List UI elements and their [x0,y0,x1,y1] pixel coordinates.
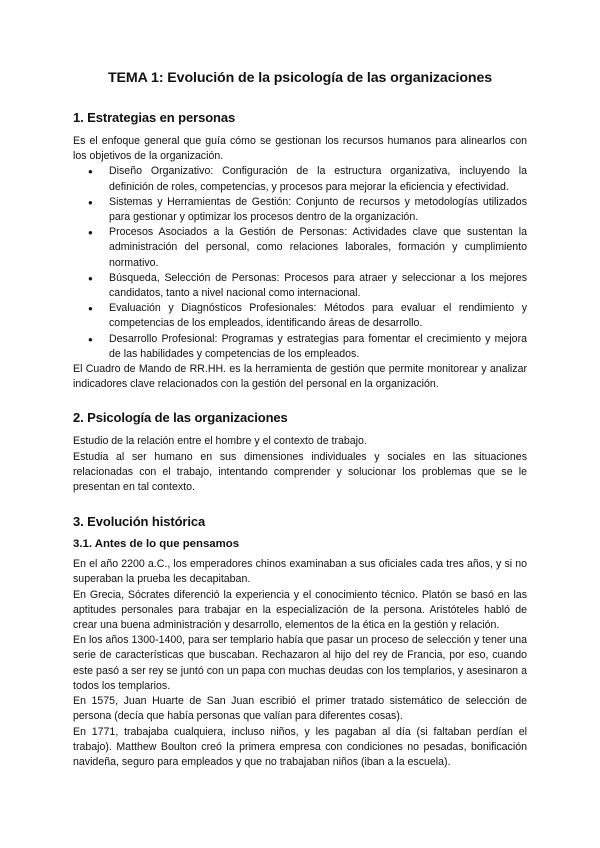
paragraph: En el año 2200 a.C., los emperadores chinos examinaban a sus oficiales cada tres años, y si no superaban la prueba les decapitaban. [73,558,527,586]
document-title: TEMA 1: Evolución de la psicología de las organizaciones [107,70,493,86]
list-item: ● Evaluación y Diagnósticos Profesionales: Métodos para evaluar el rendimiento y competencias de los empleados, identificando áreas de desarrollo. [109,301,527,331]
section-heading: 1. Estrategias en personas [73,110,236,125]
list-item: ● Búsqueda, Selección de Personas: Procesos para atraer y seleccionar a los mejores candidatos, tanto a nivel nacional como internacional. [109,271,527,301]
list-item: ● Procesos Asociados a la Gestión de Personas: Actividades clave que sustentan la administración del personal, como relaciones laborales, formación y cumplimiento normativo. [109,225,527,271]
subsection-heading: 3.1. Antes de lo que pensamos [73,538,240,551]
section-history [73,514,527,770]
paragraph: En 1771, trabajaba cualquiera, incluso niños, y les pagaban al día (si faltaban perdían el trabajo). Matthew Boulton creó la primera empresa con condiciones no pesadas, bonificación navideña, seguro para empleados y que no trabajaban niños (iban a la escuela). [73,725,527,768]
section-psychology [73,410,527,495]
paragraph: El Cuadro de Mando de RR.HH. es la herramienta de gestión que permite monitorear y analizar indicadores clave relacionados con la gestión del personal en la organización. [73,363,527,391]
section-heading: 2. Psicología de las organizaciones [73,410,288,426]
paragraph: Es el enfoque general que guía cómo se gestionan los recursos humanos para alinearlos con los objetivos de la organización. [73,135,527,163]
bullet-list [73,164,527,362]
paragraph: Estudio de la relación entre el hombre y el contexto de trabajo. [73,435,367,448]
paragraph: En 1575, Juan Huarte de San Juan escribió el primer tratado sistemático de selección de persona (decía que había personas que valían para diferentes cosas). [73,695,527,723]
list-item: ● Desarrollo Profesional: Programas y estrategias para fomentar el crecimiento y mejora de las habilidades y competencias de los empleados. [109,332,527,362]
paragraph: En Grecia, Sócrates diferenció la experiencia y el conocimiento técnico. Platón se basó en las aptitudes personales para trabajar en la especialización de la persona. Aristóteles habló de crear una buena administración y desarrollo, elementos de la ética en la gestión y relación. [73,588,527,632]
section-heading: 3. Evolución histórica [73,514,206,530]
paragraph: En los años 1300-1400, para ser templario había que pasar un proceso de selección y tener una serie de características que buscaban. Rechazaron al hijo del rey de Francia, por eso, cuando este pasó a ser rey se juntó con un papa con muchas deudas con los templarios, y asesinaron a todos los templarios. [73,634,527,692]
list-item: ● Diseño Organizativo: Configuración de la estructura organizativa, incluyendo la definición de roles, competencias, y procesos para mejorar la eficiencia y efectividad. [109,164,527,194]
paragraph: Estudia al ser humano en sus dimensiones individuales y sociales en las situaciones relacionadas con el trabajo, intentando comprender y solucionar los problemas que se le presentan en tal contexto. [73,450,527,494]
list-item: ● Sistemas y Herramientas de Gestión: Conjunto de recursos y metodologías utilizados para gestionar y optimizar los procesos dentro de la organización. [109,195,527,225]
section-strategies [73,110,527,392]
